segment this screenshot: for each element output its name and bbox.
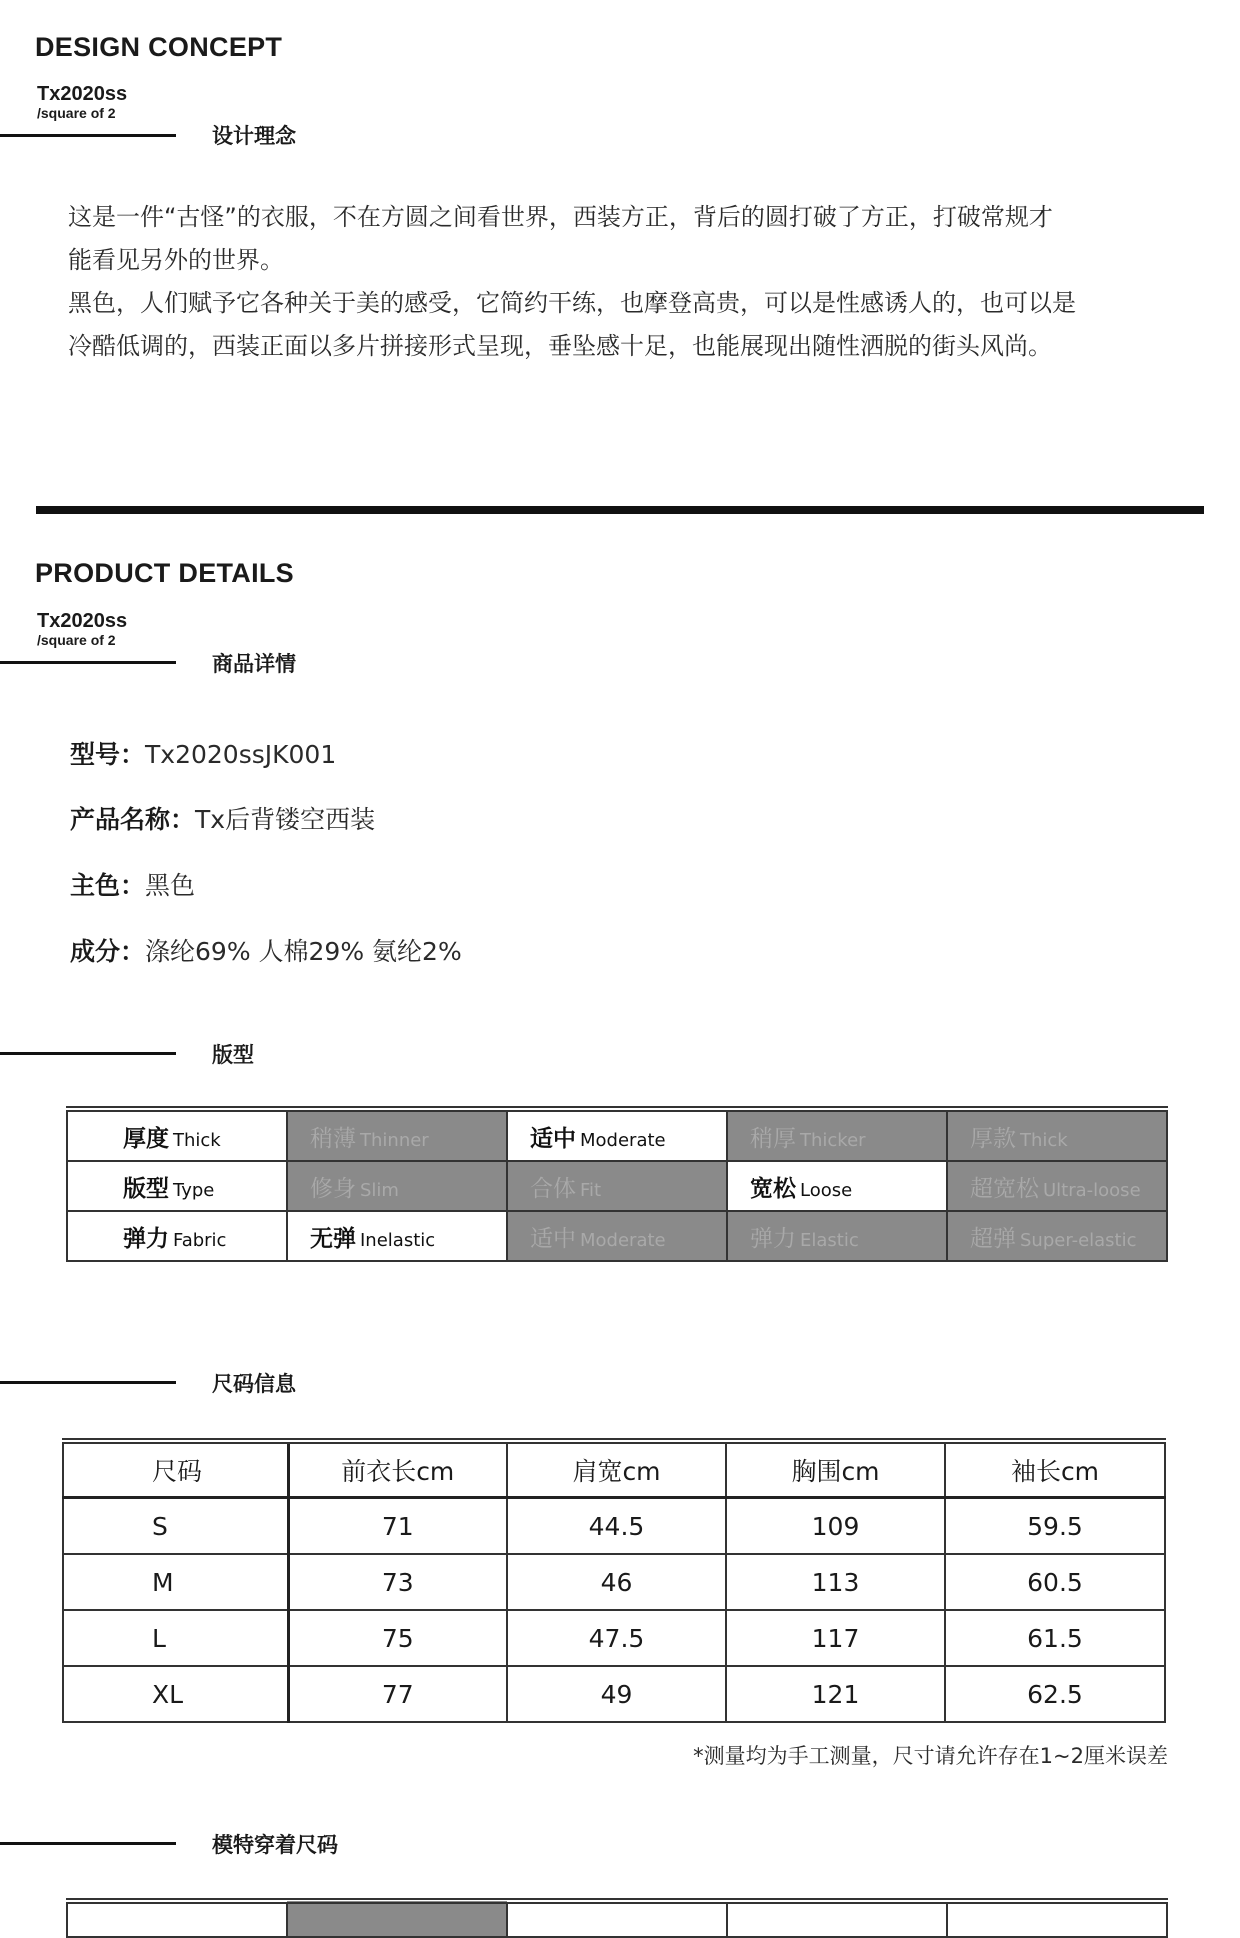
fit-option: 稍厚 Thicker (727, 1109, 947, 1161)
size-col-header: 肩宽cm (507, 1441, 726, 1498)
fit-option-selected: 无弹 Inelastic (287, 1211, 507, 1261)
design-paragraph-line: 这是一件“古怪”的衣服，不在方圆之间看世界，西装方正，背后的圆打破了方正，打破常规才 (68, 203, 1053, 231)
details-title-cn: 商品详情 (212, 652, 296, 676)
fit-rule (0, 1052, 176, 1055)
size-cell: 117 (726, 1610, 945, 1666)
table-row (63, 1554, 1165, 1610)
design-sub: /square of 2 (37, 105, 116, 121)
info-key: 成分： (70, 937, 146, 966)
fit-row-type (67, 1161, 1167, 1211)
size-note: *测量均为手工测量，尺寸请允许存在1~2厘米误差 (693, 1744, 1168, 1768)
size-cell: S (63, 1498, 288, 1555)
size-cell: XL (63, 1666, 288, 1722)
model-cell (727, 1901, 947, 1937)
fit-row-label: 厚度 Thick (67, 1109, 287, 1161)
fit-option-selected: 适中 Moderate (507, 1109, 727, 1161)
design-description (68, 196, 1188, 368)
size-cell: 59.5 (945, 1498, 1165, 1555)
size-cell: 75 (288, 1610, 507, 1666)
fit-option: 合体 Fit (507, 1161, 727, 1211)
fit-option: 稍薄 Thinner (287, 1109, 507, 1161)
size-rule (0, 1381, 176, 1384)
details-rule (0, 661, 176, 664)
size-col-header: 尺码 (63, 1441, 288, 1498)
info-key: 主色： (70, 871, 146, 900)
design-concept-heading: DESIGN CONCEPT (35, 32, 283, 62)
info-composition (70, 932, 462, 968)
design-paragraph-line: 黑色，人们赋予它各种关于美的感受，它简约干练，也摩登高贵，可以是性感诱人的，也可以是 (68, 289, 1076, 317)
design-paragraph-line: 能看见另外的世界。 (68, 246, 284, 274)
info-value: Tx2020ssJK001 (145, 740, 337, 769)
table-row (63, 1610, 1165, 1666)
fit-row-label: 弹力 Fabric (67, 1211, 287, 1261)
model-size-table (66, 1898, 1168, 1938)
size-cell: 113 (726, 1554, 945, 1610)
size-cell: 109 (726, 1498, 945, 1555)
info-value: 黑色 (145, 871, 196, 900)
size-cell: 73 (288, 1554, 507, 1610)
fit-option: 超宽松 Ultra-loose (947, 1161, 1167, 1211)
fit-row-elasticity (67, 1211, 1167, 1261)
info-key: 型号： (70, 740, 146, 769)
size-cell: 62.5 (945, 1666, 1165, 1722)
size-col-header: 袖长cm (945, 1441, 1165, 1498)
design-title-cn: 设计理念 (212, 124, 296, 148)
section-divider (36, 506, 1204, 514)
size-cell: 77 (288, 1666, 507, 1722)
fit-option: 适中 Moderate (507, 1211, 727, 1261)
model-cell (507, 1901, 727, 1937)
table-row (63, 1666, 1165, 1722)
size-cell: 121 (726, 1666, 945, 1722)
fit-option: 弹力 Elastic (727, 1211, 947, 1261)
size-cell: 44.5 (507, 1498, 726, 1555)
design-code: Tx2020ss (37, 83, 128, 105)
fit-title-cn: 版型 (212, 1043, 254, 1067)
fit-option: 修身 Slim (287, 1161, 507, 1211)
info-key: 产品名称： (70, 805, 196, 834)
size-table-header (63, 1441, 1165, 1498)
size-cell: 49 (507, 1666, 726, 1722)
size-col-header: 胸围cm (726, 1441, 945, 1498)
info-value: 涤纶69% 人棉29% 氨纶2% (145, 937, 462, 966)
fit-row-thickness (67, 1109, 1167, 1161)
info-main-color (70, 866, 195, 902)
model-cell (947, 1901, 1167, 1937)
model-rule (0, 1842, 176, 1845)
size-cell: 61.5 (945, 1610, 1165, 1666)
fit-option: 厚款 Thick (947, 1109, 1167, 1161)
size-title-cn: 尺码信息 (212, 1372, 296, 1396)
size-cell: 46 (507, 1554, 726, 1610)
fit-option: 超弹 Super-elastic (947, 1211, 1167, 1261)
size-table (62, 1438, 1166, 1723)
size-col-header: 前衣长cm (288, 1441, 507, 1498)
info-product-name (70, 800, 375, 836)
model-photo-cell (287, 1901, 507, 1937)
model-cell (67, 1901, 287, 1937)
product-details-heading: PRODUCT DETAILS (35, 558, 294, 588)
design-rule (0, 134, 176, 137)
size-cell: 47.5 (507, 1610, 726, 1666)
size-cell: 71 (288, 1498, 507, 1555)
design-paragraph-line: 冷酷低调的，西装正面以多片拼接形式呈现，垂坠感十足，也能展现出随性洒脱的街头风尚。 (68, 332, 1052, 360)
size-cell: M (63, 1554, 288, 1610)
size-cell: 60.5 (945, 1554, 1165, 1610)
info-model-number (70, 735, 336, 771)
table-row (63, 1498, 1165, 1555)
size-cell: L (63, 1610, 288, 1666)
fit-row-label: 版型 Type (67, 1161, 287, 1211)
info-value: Tx后背镂空西装 (195, 805, 376, 834)
fit-attribute-table (66, 1106, 1168, 1262)
table-row (67, 1901, 1167, 1937)
model-title-cn: 模特穿着尺码 (212, 1833, 338, 1857)
details-code: Tx2020ss (37, 610, 128, 632)
fit-option-selected: 宽松 Loose (727, 1161, 947, 1211)
details-sub: /square of 2 (37, 632, 116, 648)
